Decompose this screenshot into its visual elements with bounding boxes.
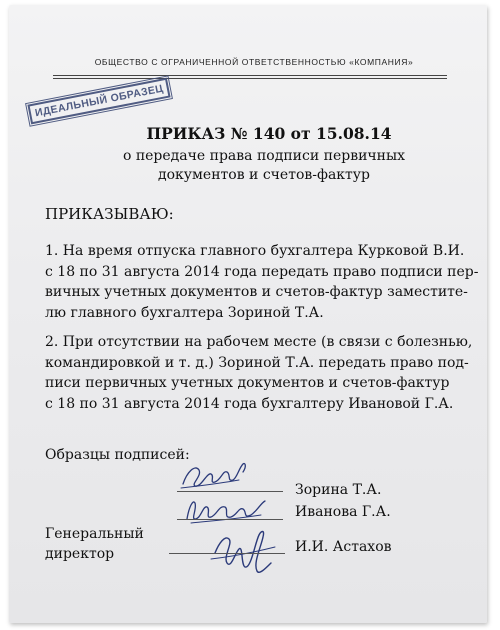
paragraph-line: вичных учетных документов и счетов-фактур заместите-: [45, 284, 468, 300]
director-label-line: Генеральный: [45, 526, 144, 542]
paragraph-line: с 18 по 31 августа 2014 года передать право подписи пер-: [45, 263, 479, 280]
order-title: ПРИКАЗ № 140 от 15.08.14: [146, 124, 392, 143]
paragraph-line: 2. При отсутствии на рабочем месте (в связи с болезнью,: [45, 334, 473, 350]
paragraph-line: 1. На время отпуска главного бухгалтера Курковой В.И.: [45, 243, 465, 259]
order-word: ПРИКАЗЫВАЮ:: [45, 205, 174, 223]
header-rule-thin: [53, 78, 447, 79]
organization-header: ОБЩЕСТВО С ОГРАНИЧЕННОЙ ОТВЕТСТВЕННОСТЬЮ «КОМПАНИЯ»: [94, 57, 414, 67]
paragraph-line: писи первичных учетных документов и счетов-фактур: [45, 375, 450, 391]
signature-director: [205, 513, 285, 583]
paragraph-line: с 18 по 31 августа 2014 года бухгалтеру Ивановой Г.А.: [45, 395, 454, 412]
signature-samples-label: Образцы подписей:: [45, 447, 190, 463]
subtitle-line: о передаче права подписи первичных: [122, 148, 406, 164]
subtitle-line: документов и счетов-фактур: [158, 167, 370, 183]
director-name: И.И. Астахов: [295, 539, 392, 555]
paragraph-1: [45, 241, 483, 323]
signatory-name-zorina: Зорина Т.А.: [295, 482, 382, 498]
director-label: [45, 524, 144, 564]
paragraph-line: командировкой и т. д.) Зориной Т.А. передать право под-: [45, 354, 469, 371]
order-subtitle: [99, 147, 429, 185]
header-rule: [53, 75, 447, 76]
signature-line: [169, 553, 285, 554]
director-label-line: директор: [45, 546, 115, 562]
document-sheet: [9, 5, 487, 623]
paragraph-line: лю главного бухгалтера Зориной Т.А.: [45, 304, 324, 321]
paragraph-2: [45, 332, 483, 414]
signatory-name-ivanova: Иванова Г.А.: [295, 504, 391, 520]
sample-stamp: ИДЕАЛЬНЫЙ ОБРАЗЕЦ: [27, 78, 171, 125]
